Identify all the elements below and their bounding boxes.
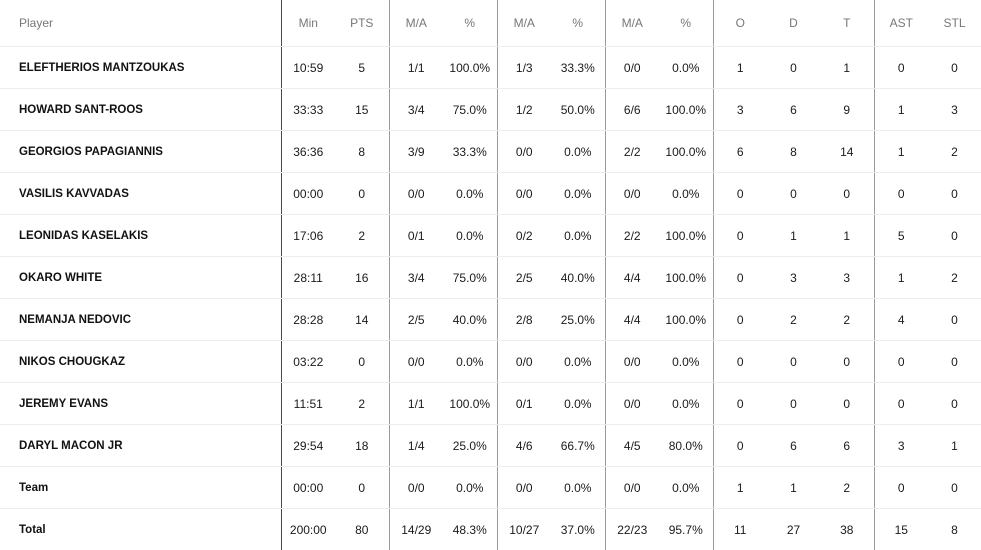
stat-ast: 15 [874, 509, 928, 550]
column-header-reb_t[interactable]: T [820, 0, 874, 47]
stat-ast: 0 [874, 341, 928, 383]
stat-reb_d: 6 [767, 425, 820, 467]
player-name[interactable]: VASILIS KAVVADAS [0, 173, 281, 215]
player-name[interactable]: ELEFTHERIOS MANTZOUKAS [0, 47, 281, 89]
stat-reb_o: 0 [713, 215, 767, 257]
stat-fg3p: 37.0% [551, 509, 605, 550]
stat-ast: 0 [874, 383, 928, 425]
stat-reb_o: 6 [713, 131, 767, 173]
stat-fg3: 10/27 [497, 509, 551, 550]
stat-reb_t: 0 [820, 383, 874, 425]
stat-fg2: 0/0 [389, 467, 443, 509]
player-row [0, 173, 981, 215]
column-header-reb_o[interactable]: O [713, 0, 767, 47]
column-header-player[interactable]: Player [0, 0, 281, 47]
stat-ft: 4/4 [605, 299, 659, 341]
stat-ftp: 80.0% [659, 425, 713, 467]
stat-stl: 0 [928, 215, 981, 257]
player-row [0, 299, 981, 341]
stat-pts: 8 [335, 131, 389, 173]
stat-fg2: 1/4 [389, 425, 443, 467]
stat-fg2p: 100.0% [443, 383, 497, 425]
stat-fg2: 3/4 [389, 257, 443, 299]
stat-fg2p: 0.0% [443, 215, 497, 257]
stat-stl: 0 [928, 173, 981, 215]
player-row [0, 215, 981, 257]
stat-pts: 2 [335, 215, 389, 257]
player-row [0, 257, 981, 299]
stat-pts: 2 [335, 383, 389, 425]
stat-ast: 1 [874, 89, 928, 131]
stat-pts: 16 [335, 257, 389, 299]
stat-fg2: 1/1 [389, 383, 443, 425]
stat-ft: 2/2 [605, 215, 659, 257]
player-name[interactable]: NIKOS CHOUGKAZ [0, 341, 281, 383]
stat-fg2p: 40.0% [443, 299, 497, 341]
stat-stl: 2 [928, 257, 981, 299]
stat-fg3p: 50.0% [551, 89, 605, 131]
stat-min: 28:11 [281, 257, 335, 299]
stat-min: 29:54 [281, 425, 335, 467]
stat-stl: 0 [928, 47, 981, 89]
stat-stl: 0 [928, 341, 981, 383]
column-header-fg3p[interactable]: % [551, 0, 605, 47]
stat-reb_o: 0 [713, 173, 767, 215]
stat-ft: 0/0 [605, 341, 659, 383]
stat-fg2p: 75.0% [443, 257, 497, 299]
player-name[interactable]: Total [0, 509, 281, 550]
stat-ast: 4 [874, 299, 928, 341]
stat-fg3: 0/1 [497, 383, 551, 425]
stat-reb_o: 3 [713, 89, 767, 131]
stat-ftp: 0.0% [659, 467, 713, 509]
stat-reb_o: 0 [713, 341, 767, 383]
stat-fg3: 1/3 [497, 47, 551, 89]
stat-reb_d: 1 [767, 467, 820, 509]
column-header-pts[interactable]: PTS [335, 0, 389, 47]
stat-fg2: 3/4 [389, 89, 443, 131]
player-name[interactable]: OKARO WHITE [0, 257, 281, 299]
stat-reb_t: 14 [820, 131, 874, 173]
stat-reb_o: 0 [713, 383, 767, 425]
stat-ast: 0 [874, 467, 928, 509]
stat-reb_d: 2 [767, 299, 820, 341]
player-row [0, 425, 981, 467]
stat-reb_o: 1 [713, 467, 767, 509]
stat-ast: 3 [874, 425, 928, 467]
stat-min: 00:00 [281, 173, 335, 215]
stat-fg3p: 33.3% [551, 47, 605, 89]
stat-fg2: 0/0 [389, 341, 443, 383]
stat-reb_t: 0 [820, 173, 874, 215]
column-header-ast[interactable]: AST [874, 0, 928, 47]
stat-fg3: 2/5 [497, 257, 551, 299]
stat-ftp: 100.0% [659, 89, 713, 131]
stat-fg3: 2/8 [497, 299, 551, 341]
stat-pts: 80 [335, 509, 389, 550]
stat-fg3p: 0.0% [551, 173, 605, 215]
stat-ftp: 100.0% [659, 215, 713, 257]
stat-min: 36:36 [281, 131, 335, 173]
stat-reb_d: 1 [767, 215, 820, 257]
stat-fg2p: 100.0% [443, 47, 497, 89]
stat-ftp: 0.0% [659, 47, 713, 89]
player-name[interactable]: Team [0, 467, 281, 509]
stat-fg2: 14/29 [389, 509, 443, 550]
stat-min: 00:00 [281, 467, 335, 509]
player-row [0, 383, 981, 425]
stat-fg2p: 25.0% [443, 425, 497, 467]
stat-fg3: 0/0 [497, 131, 551, 173]
stat-ftp: 100.0% [659, 257, 713, 299]
player-name[interactable]: DARYL MACON JR [0, 425, 281, 467]
stat-ftp: 95.7% [659, 509, 713, 550]
stat-reb_o: 0 [713, 299, 767, 341]
player-name[interactable]: GEORGIOS PAPAGIANNIS [0, 131, 281, 173]
stat-fg3: 0/0 [497, 173, 551, 215]
stat-reb_d: 0 [767, 47, 820, 89]
stat-reb_t: 2 [820, 467, 874, 509]
stat-fg2p: 0.0% [443, 173, 497, 215]
stat-stl: 8 [928, 509, 981, 550]
player-name[interactable]: HOWARD SANT-ROOS [0, 89, 281, 131]
stat-pts: 5 [335, 47, 389, 89]
stat-fg3: 4/6 [497, 425, 551, 467]
player-name[interactable]: LEONIDAS KASELAKIS [0, 215, 281, 257]
stat-reb_t: 1 [820, 47, 874, 89]
stat-stl: 3 [928, 89, 981, 131]
stat-ft: 0/0 [605, 47, 659, 89]
stat-fg2: 0/0 [389, 173, 443, 215]
stat-fg2p: 0.0% [443, 341, 497, 383]
stat-ast: 1 [874, 257, 928, 299]
stat-fg2p: 48.3% [443, 509, 497, 550]
stat-ft: 2/2 [605, 131, 659, 173]
stat-stl: 0 [928, 299, 981, 341]
stat-fg3p: 0.0% [551, 383, 605, 425]
stat-fg2p: 0.0% [443, 467, 497, 509]
column-header-stl[interactable]: STL [928, 0, 981, 47]
stat-reb_d: 0 [767, 341, 820, 383]
stat-fg2p: 33.3% [443, 131, 497, 173]
stat-ft: 6/6 [605, 89, 659, 131]
column-header-fg3[interactable]: M/A [497, 0, 551, 47]
stat-ftp: 0.0% [659, 383, 713, 425]
stat-min: 10:59 [281, 47, 335, 89]
stat-reb_t: 38 [820, 509, 874, 550]
stat-ftp: 0.0% [659, 341, 713, 383]
column-header-fg2p[interactable]: % [443, 0, 497, 47]
stat-min: 28:28 [281, 299, 335, 341]
stat-reb_o: 11 [713, 509, 767, 550]
stat-ast: 5 [874, 215, 928, 257]
stat-ft: 0/0 [605, 467, 659, 509]
column-header-ft[interactable]: M/A [605, 0, 659, 47]
table-body [0, 47, 981, 550]
stat-ft: 0/0 [605, 383, 659, 425]
stat-min: 200:00 [281, 509, 335, 550]
stat-reb_o: 0 [713, 425, 767, 467]
stat-stl: 0 [928, 383, 981, 425]
player-row [0, 341, 981, 383]
stat-ast: 1 [874, 131, 928, 173]
stat-ast: 0 [874, 173, 928, 215]
stat-ft: 0/0 [605, 173, 659, 215]
stat-reb_d: 0 [767, 173, 820, 215]
stat-fg3p: 0.0% [551, 131, 605, 173]
player-row [0, 131, 981, 173]
stat-ft: 4/4 [605, 257, 659, 299]
stat-ft: 4/5 [605, 425, 659, 467]
stat-ftp: 0.0% [659, 173, 713, 215]
stat-fg3: 0/0 [497, 341, 551, 383]
stat-min: 11:51 [281, 383, 335, 425]
stat-pts: 15 [335, 89, 389, 131]
column-header-reb_d[interactable]: D [767, 0, 820, 47]
stat-fg2: 1/1 [389, 47, 443, 89]
column-header-min[interactable]: Min [281, 0, 335, 47]
player-name[interactable]: JEREMY EVANS [0, 383, 281, 425]
stat-pts: 14 [335, 299, 389, 341]
team-row [0, 467, 981, 509]
stat-min: 17:06 [281, 215, 335, 257]
stat-fg3p: 0.0% [551, 215, 605, 257]
stat-reb_d: 3 [767, 257, 820, 299]
stat-fg3p: 66.7% [551, 425, 605, 467]
stat-fg3: 0/2 [497, 215, 551, 257]
stat-reb_t: 0 [820, 341, 874, 383]
stat-ast: 0 [874, 47, 928, 89]
stat-fg3p: 25.0% [551, 299, 605, 341]
stat-fg3: 1/2 [497, 89, 551, 131]
stat-fg3p: 0.0% [551, 467, 605, 509]
stat-min: 03:22 [281, 341, 335, 383]
stat-fg2p: 75.0% [443, 89, 497, 131]
stat-pts: 0 [335, 173, 389, 215]
stat-reb_t: 6 [820, 425, 874, 467]
stat-stl: 1 [928, 425, 981, 467]
stat-pts: 0 [335, 467, 389, 509]
stat-ft: 22/23 [605, 509, 659, 550]
player-name[interactable]: NEMANJA NEDOVIC [0, 299, 281, 341]
stat-reb_t: 3 [820, 257, 874, 299]
column-header-ftp[interactable]: % [659, 0, 713, 47]
stat-min: 33:33 [281, 89, 335, 131]
stat-reb_t: 2 [820, 299, 874, 341]
player-row [0, 89, 981, 131]
stat-fg3: 0/0 [497, 467, 551, 509]
column-header-fg2[interactable]: M/A [389, 0, 443, 47]
stat-ftp: 100.0% [659, 299, 713, 341]
stat-reb_o: 0 [713, 257, 767, 299]
stat-reb_d: 0 [767, 383, 820, 425]
stat-fg2: 3/9 [389, 131, 443, 173]
stat-reb_d: 6 [767, 89, 820, 131]
stat-reb_d: 8 [767, 131, 820, 173]
player-row [0, 47, 981, 89]
stat-stl: 0 [928, 467, 981, 509]
stat-pts: 0 [335, 341, 389, 383]
stat-reb_o: 1 [713, 47, 767, 89]
header-row [0, 0, 981, 47]
stat-reb_d: 27 [767, 509, 820, 550]
stat-reb_t: 9 [820, 89, 874, 131]
stat-reb_t: 1 [820, 215, 874, 257]
stat-fg2: 2/5 [389, 299, 443, 341]
table-header [0, 0, 981, 47]
stat-stl: 2 [928, 131, 981, 173]
stat-pts: 18 [335, 425, 389, 467]
stat-fg3p: 40.0% [551, 257, 605, 299]
stat-fg3p: 0.0% [551, 341, 605, 383]
stat-fg2: 0/1 [389, 215, 443, 257]
stat-ftp: 100.0% [659, 131, 713, 173]
